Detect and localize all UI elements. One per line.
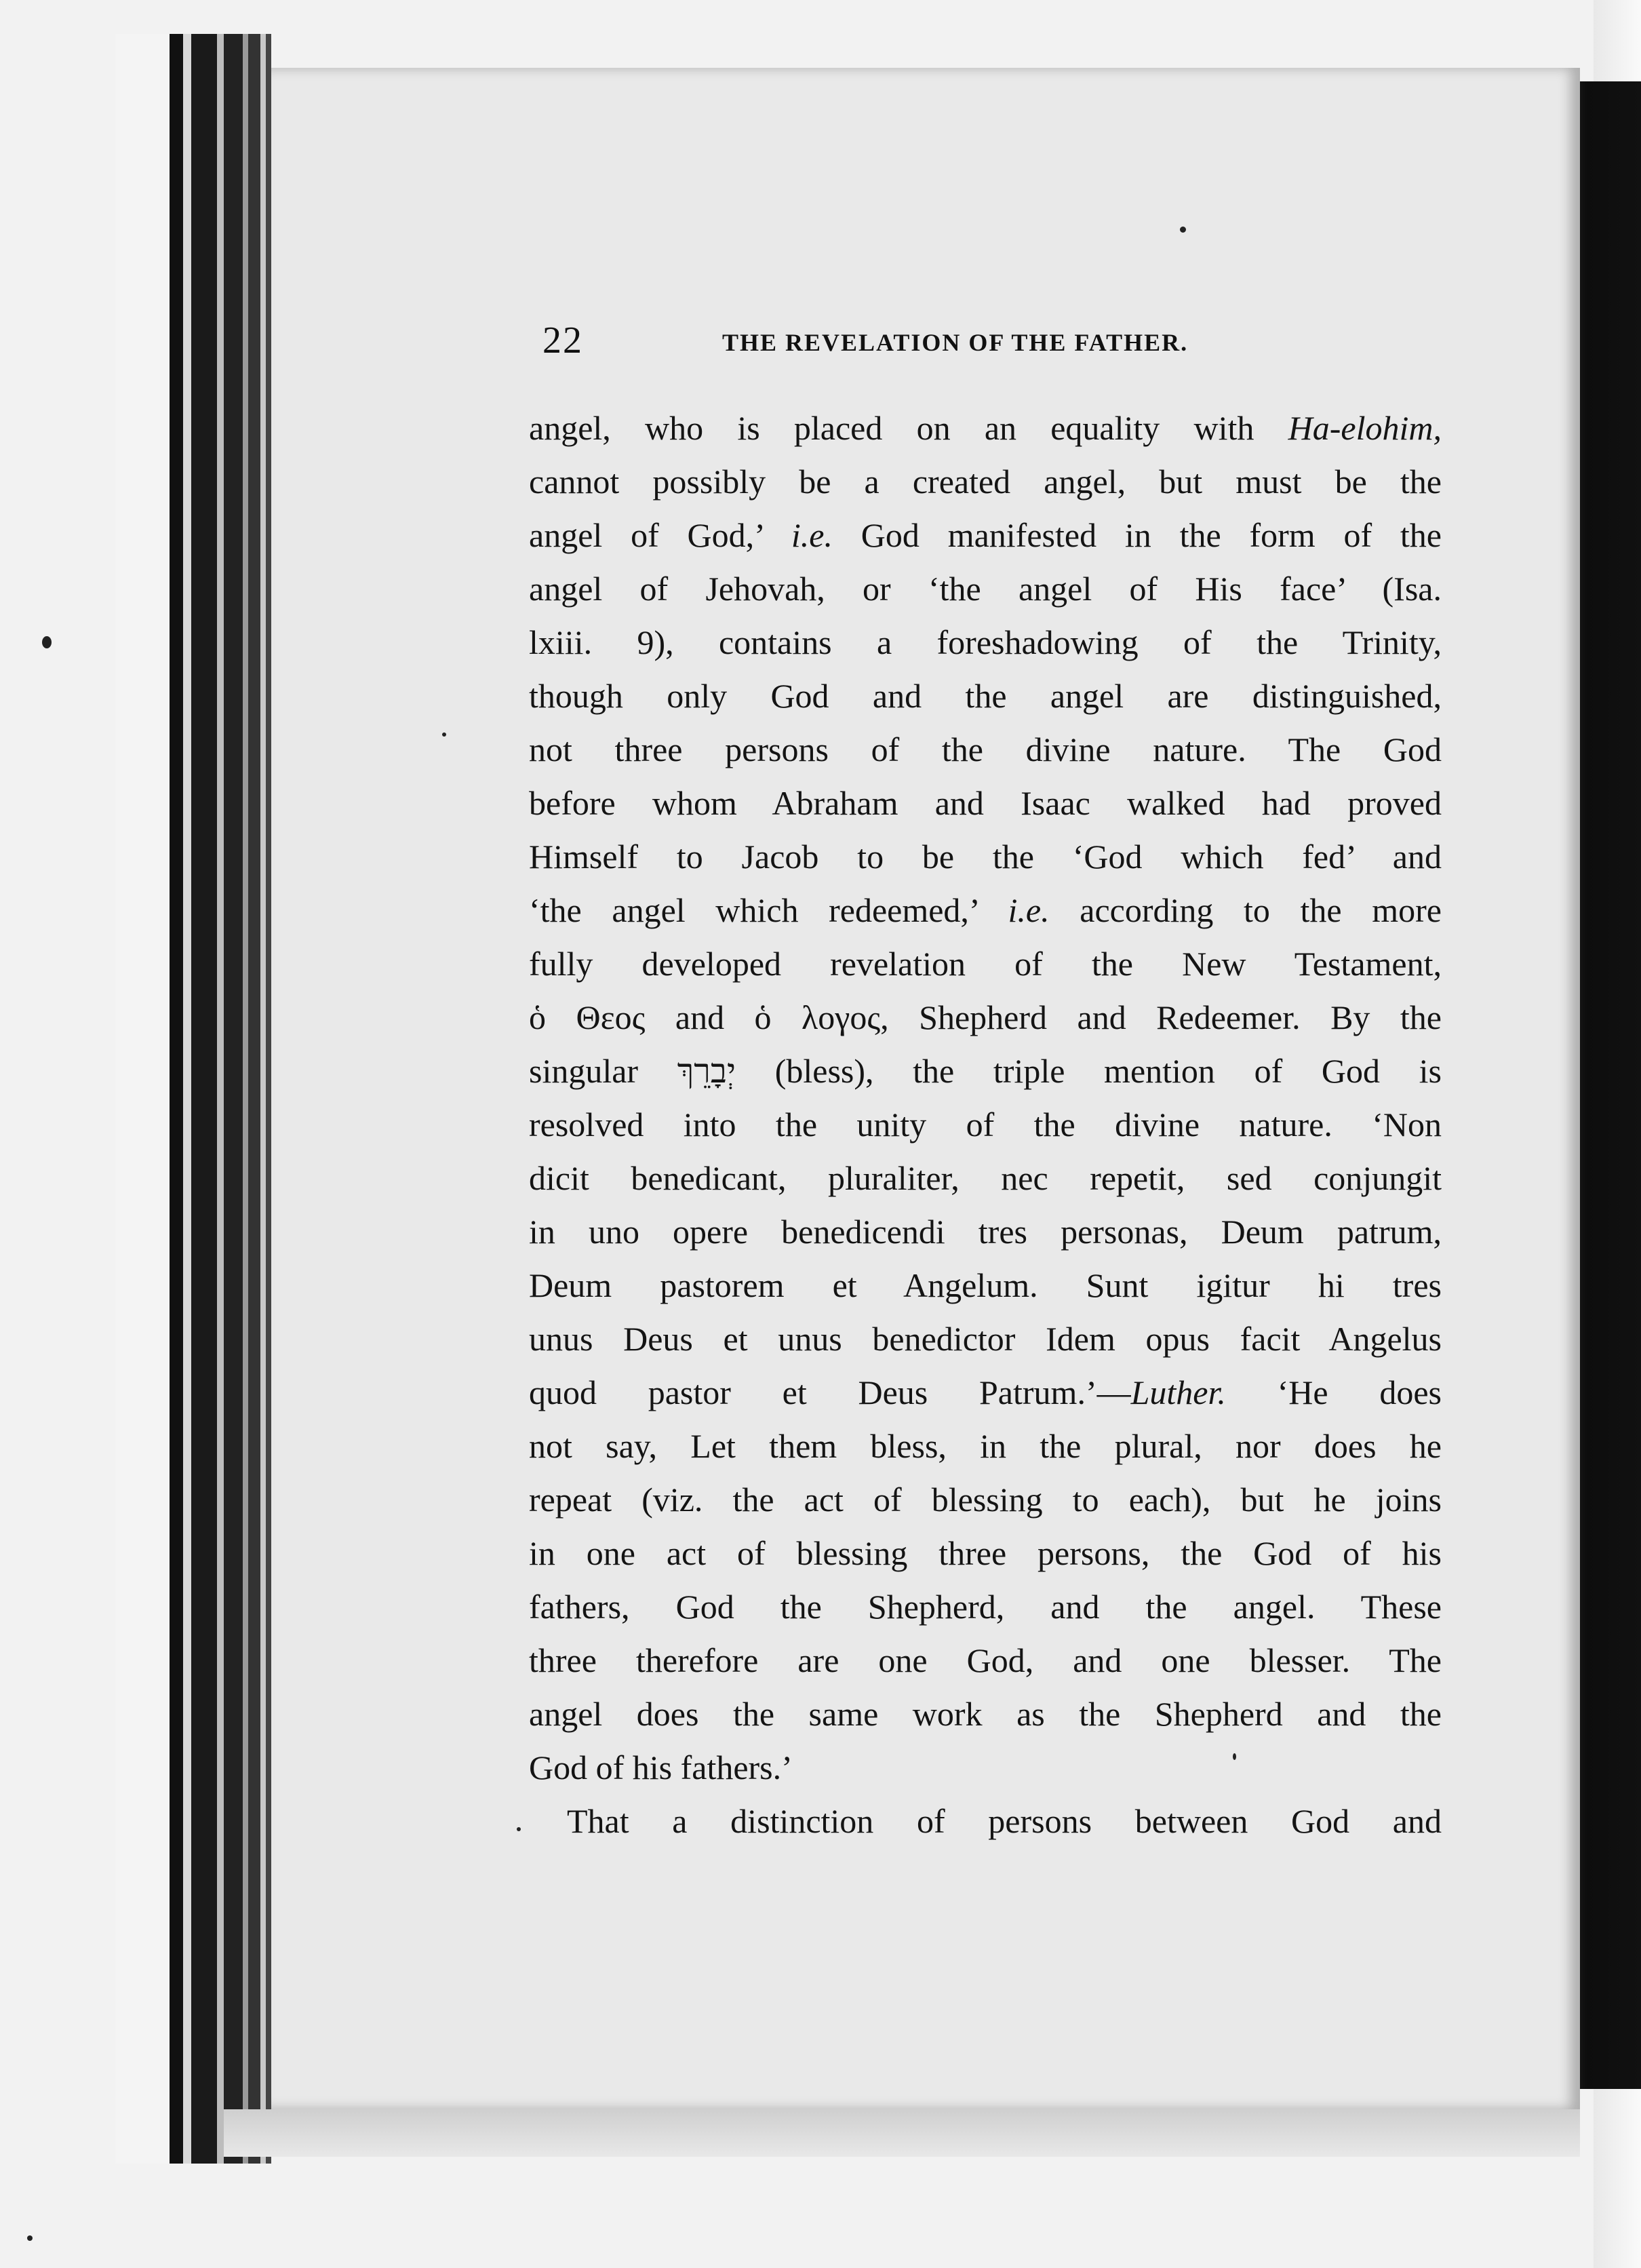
text-line [529,455,1442,509]
text-line [529,1580,1442,1634]
text-line [529,777,1442,830]
text-line [529,1098,1442,1152]
text-line [529,723,1442,777]
text-segment: resolved into the unity of the divine nature. ‘Non [529,1106,1442,1143]
text-segment: in one act of blessing three persons, the God of his [529,1534,1442,1572]
text-segment: angel, who is placed on an equality with [529,409,1288,447]
text-line [529,1741,1442,1795]
text-line [529,562,1442,616]
text-line [529,1634,1442,1687]
text-line [529,616,1442,669]
italic-segment: i.e. [1008,891,1050,929]
italic-segment: i.e. [791,516,833,554]
text-line [529,937,1442,991]
text-segment: in uno opere benedicendi tres personas, Deum patrum, [529,1213,1442,1251]
text-segment: God of his fathers.’ [529,1748,793,1786]
body-text [529,402,1442,1848]
page-bottom-shadow [224,2109,1580,2157]
scan-speck [442,732,446,737]
text-segment: angel of God,’ [529,516,791,554]
text-segment: ‘He does [1225,1373,1442,1411]
text-segment: though only God and the angel are distinguished, [529,677,1442,715]
text-segment: not three persons of the divine nature. The God [529,730,1442,768]
text-segment: ‘the angel which redeemed,’ [529,891,1008,929]
text-line [529,884,1442,937]
text-line [529,1044,1442,1098]
text-segment: three therefore are one God, and one blesser. The [529,1641,1442,1679]
text-segment: repeat (viz. the act of blessing to each), but he joins [529,1481,1442,1519]
text-line [529,669,1442,723]
text-segment: not say, Let them bless, in the plural, nor does he [529,1427,1442,1465]
text-segment: dicit benedicant, pluraliter, nec repetit, sed conjungit [529,1159,1442,1197]
text-line [529,1366,1442,1420]
text-segment: fathers, God the Shepherd, and the angel. These [529,1588,1442,1626]
text-line [529,1152,1442,1205]
running-head: THE REVELATION OF THE FATHER. [722,329,1189,356]
text-line [529,1527,1442,1580]
text-line [529,1687,1442,1741]
italic-segment: Ha-elohim, [1288,409,1442,447]
scan-speck [1233,1753,1236,1760]
text-segment: angel does the same work as the Shepherd and the [529,1695,1442,1733]
text-segment: ὁ Θεος and ὁ λογος, Shepherd and Redeemer. By the [529,998,1442,1036]
text-line [529,991,1442,1044]
text-segment: Deum pastorem et Angelum. Sunt igitur hi tres [529,1266,1442,1304]
text-segment: That a distinction of persons between God and [567,1802,1442,1840]
text-segment: singular יְבָרֵךְ (bless), the triple mention of God is [529,1052,1442,1090]
italic-segment: Luther. [1130,1373,1226,1411]
text-line [529,1312,1442,1366]
text-segment: cannot possibly be a created angel, but must be the [529,463,1442,501]
text-segment: unus Deus et unus benedictor Idem opus facit Angelus [529,1320,1442,1358]
book-binding-edge [115,34,271,2164]
text-line [529,1205,1442,1259]
text-segment: according to the more [1049,891,1442,929]
text-segment: angel of Jehovah, or ‘the angel of His face’ (Isa. [529,570,1442,608]
text-line [529,1795,1442,1848]
text-line [529,1473,1442,1527]
text-segment: Himself to Jacob to be the ‘God which fed’ and [529,838,1442,876]
text-segment: before whom Abraham and Isaac walked had proved [529,784,1442,822]
text-segment: quod pastor et Deus Patrum.’— [529,1373,1131,1411]
text-line [529,1420,1442,1473]
text-segment: lxiii. 9), contains a foreshadowing of the Trinity, [529,623,1442,661]
scan-speck [517,1827,521,1831]
scan-speck [1180,227,1186,233]
page-header [542,319,1444,373]
text-line [529,1259,1442,1312]
scan-speck [42,636,52,648]
text-line [529,402,1442,455]
text-segment: God manifested in the form of the [832,516,1442,554]
text-segment: fully developed revelation of the New Testament, [529,945,1442,983]
page-number: 22 [542,319,583,361]
text-line [529,830,1442,884]
scan-speck [27,2235,33,2241]
text-line [529,509,1442,562]
